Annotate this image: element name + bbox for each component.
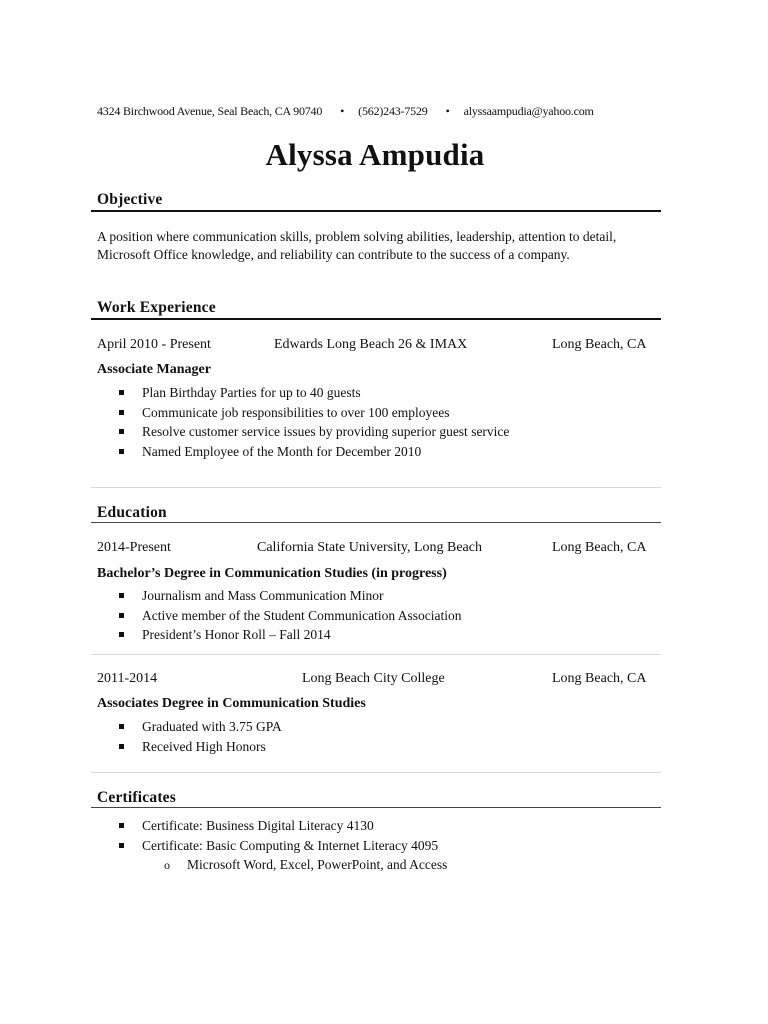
work-heading: Work Experience (97, 299, 216, 316)
school-dates: 2014-Present (97, 540, 171, 555)
job-employer: Edwards Long Beach 26 & IMAX (274, 337, 468, 352)
list-item: Communicate job responsibilities to over 100 employees (97, 403, 657, 423)
circle-bullet-icon: o (164, 858, 170, 872)
list-item: Received High Honors (97, 737, 657, 757)
square-bullet-icon (119, 843, 124, 848)
education-rule (91, 522, 661, 523)
school-bullet-list (97, 586, 657, 645)
school-dates: 2011-2014 (97, 671, 158, 686)
contact-separator-2: • (445, 104, 450, 118)
section-divider (91, 487, 661, 488)
objective-heading: Objective (97, 191, 163, 208)
list-item: Journalism and Mass Communication Minor (97, 586, 657, 606)
school-row (97, 671, 657, 689)
school-location: Long Beach, CA (552, 671, 647, 686)
job-bullet-list (97, 383, 657, 461)
list-item: Certificate: Basic Computing & Internet Literacy 4095 (97, 836, 657, 856)
contact-line (97, 104, 657, 119)
square-bullet-icon (119, 593, 124, 598)
job-location: Long Beach, CA (552, 337, 647, 352)
square-bullet-icon (119, 724, 124, 729)
list-item: Certificate: Business Digital Literacy 4130 (97, 816, 657, 836)
degree-title: Bachelor’s Degree in Communication Studies (in progress) (97, 566, 447, 581)
square-bullet-icon (119, 632, 124, 637)
list-item: Plan Birthday Parties for up to 40 guests (97, 383, 657, 403)
school-row (97, 540, 657, 558)
objective-text: A position where communication skills, problem solving abilities, leadership, attention to detail, Microsoft Office knowledge, and reliability can contribute to the success of a company. (97, 229, 617, 262)
contact-address: 4324 Birchwood Avenue, Seal Beach, CA 90740 (97, 104, 323, 118)
objective-rule (91, 210, 661, 212)
list-item: Active member of the Student Communication Association (97, 606, 657, 626)
square-bullet-icon (119, 449, 124, 454)
job-title: Associate Manager (97, 362, 211, 377)
school-name: Long Beach City College (302, 671, 445, 686)
contact-separator-1: • (340, 104, 345, 118)
school-bullet-list (97, 717, 657, 756)
certificates-rule (91, 807, 661, 808)
square-bullet-icon (119, 823, 124, 828)
certificate-list (97, 816, 657, 875)
square-bullet-icon (119, 410, 124, 415)
school-name: California State University, Long Beach (257, 540, 482, 555)
contact-email: alyssaampudia@yahoo.com (463, 104, 594, 118)
certificates-heading: Certificates (97, 789, 176, 806)
job-dates: April 2010 - Present (97, 337, 211, 352)
square-bullet-icon (119, 744, 124, 749)
list-item: Resolve customer service issues by providing superior guest service (97, 422, 657, 442)
square-bullet-icon (119, 390, 124, 395)
list-item: Graduated with 3.75 GPA (97, 717, 657, 737)
square-bullet-icon (119, 429, 124, 434)
school-location: Long Beach, CA (552, 540, 647, 555)
list-item: Named Employee of the Month for December 2010 (97, 442, 657, 462)
sub-list-item: o Microsoft Word, Excel, PowerPoint, and Access (97, 855, 657, 875)
contact-phone: (562)243-7529 (358, 104, 428, 118)
square-bullet-icon (119, 613, 124, 618)
job-row (97, 337, 657, 355)
work-rule (91, 318, 661, 320)
education-heading: Education (97, 504, 167, 521)
degree-title: Associates Degree in Communication Studies (97, 696, 366, 711)
school-divider (91, 654, 661, 655)
list-item: President’s Honor Roll – Fall 2014 (97, 625, 657, 645)
resume-name: Alyssa Ampudia (265, 137, 485, 172)
section-divider (91, 772, 661, 773)
